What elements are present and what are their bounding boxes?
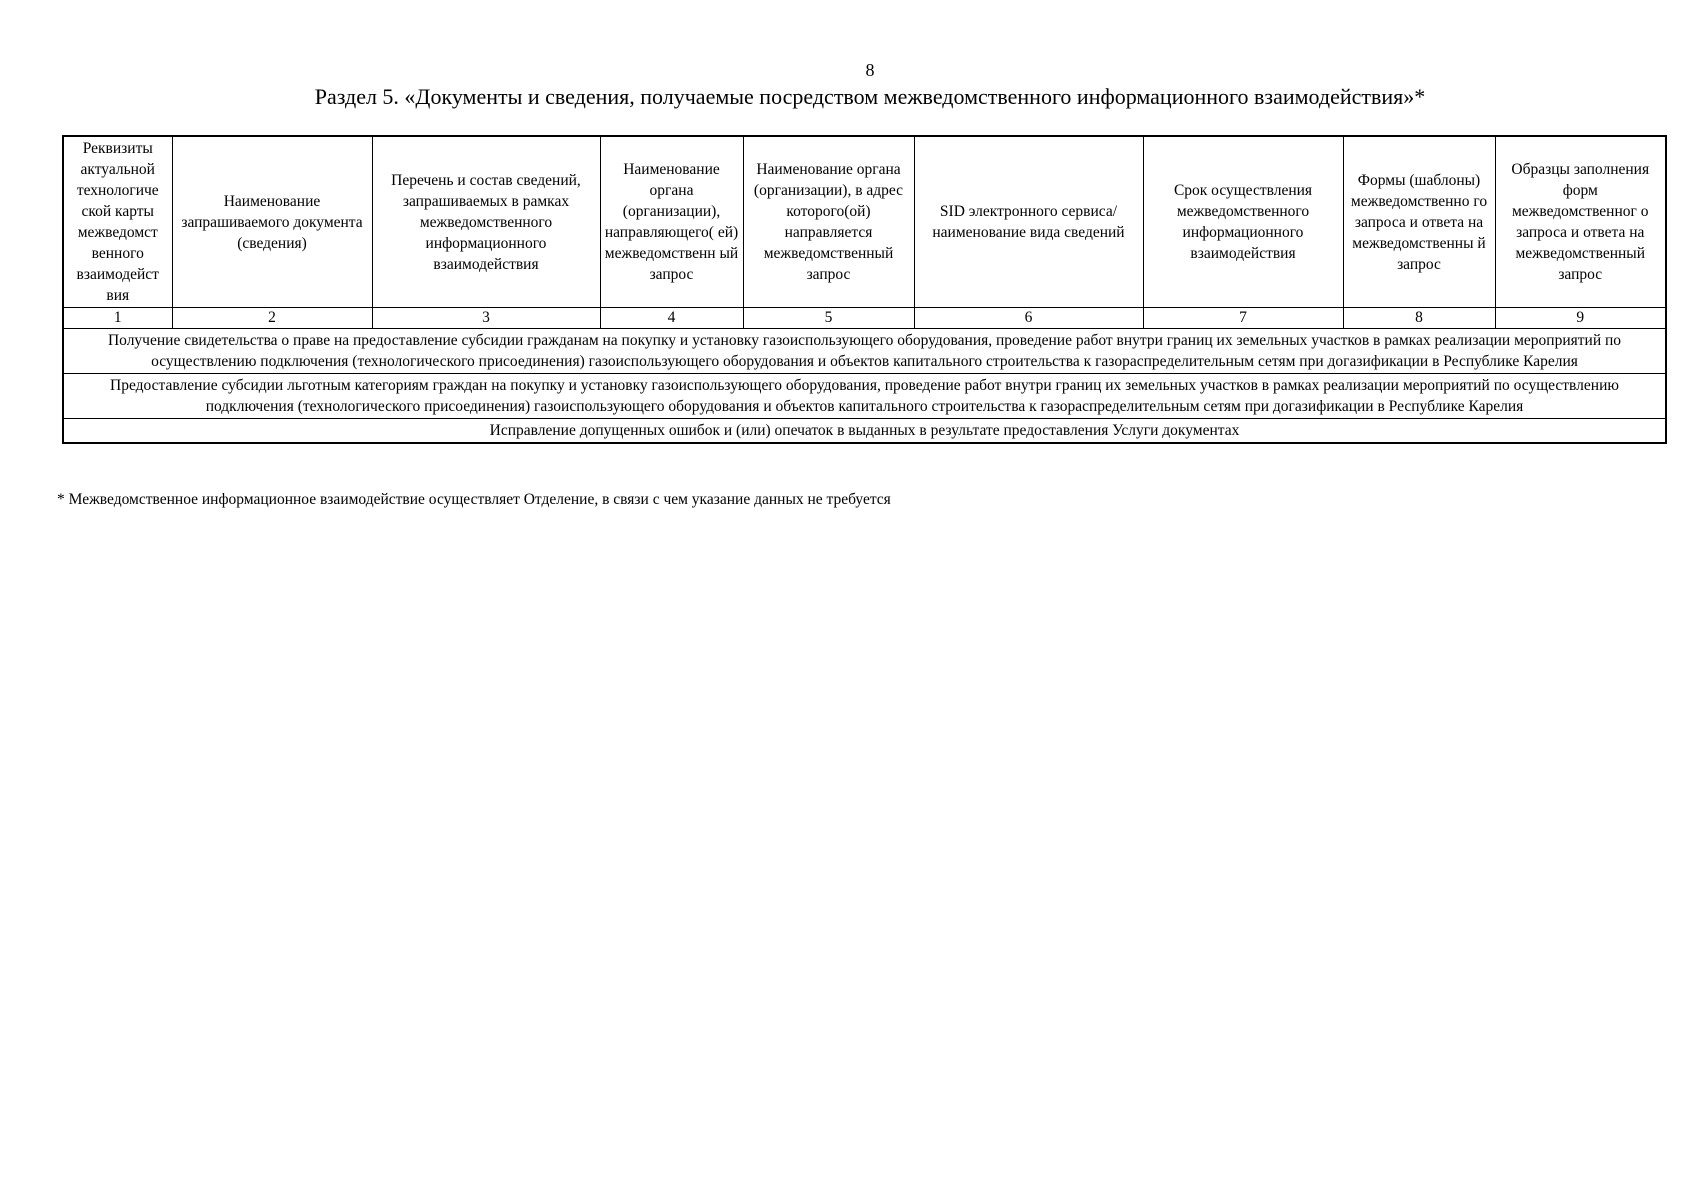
section-row-certificate: Получение свидетельства о праве на предоставление субсидии гражданам на покупку и установку газоиспользующего оборудования, проведение работ внутри границ их земельных участков в рамках реализации мероприятий по осуществлению подключения (технологического присоединения) газоиспользующего оборудования и объектов капитального строительства к газораспределительным сетям при догазификации в Республике Карелия: [63, 329, 1666, 374]
header-cell-term: Срок осуществления межведомственного информационного взаимодействия: [1143, 136, 1343, 308]
header-cell-document-name: Наименование запрашиваемого документа (сведения): [172, 136, 372, 308]
header-cell-sid: SID электронного сервиса/ наименование вида сведений: [914, 136, 1143, 308]
column-number: 2: [172, 308, 372, 329]
column-number: 8: [1343, 308, 1495, 329]
table-section-row: [63, 329, 1666, 374]
column-number: 6: [914, 308, 1143, 329]
section-title: Раздел 5. «Документы и сведения, получаемые посредством межведомственного информационного взаимодействия»*: [314, 84, 1426, 109]
header-cell-receiving-body: Наименование органа (организации), в адрес которого(ой) направляется межведомственный запрос: [743, 136, 914, 308]
section-row-subsidy: Предоставление субсидии льготным категориям граждан на покупку и установку газоиспользующего оборудования, проведение работ внутри границ их земельных участков в рамках реализации мероприятий по осуществлению подключения (технологического присоединения) газоиспользующего оборудования и объектов капитального строительства к газораспределительным сетям при догазификации в Республике Карелия: [63, 374, 1666, 419]
table-section-row: [63, 374, 1666, 419]
section-row-corrections: Исправление допущенных ошибок и (или) опечаток в выданных в результате предоставления Услуги документах: [63, 419, 1666, 444]
column-number-row: [63, 308, 1666, 329]
header-cell-requesting-body: Наименование органа (организации), направляющего( ей) межведомственн ый запрос: [600, 136, 743, 308]
footnote: * Межведомственное информационное взаимодействие осуществляет Отделение, в связи с чем указание данных не требуется: [57, 491, 891, 508]
column-number: 4: [600, 308, 743, 329]
column-number: 1: [63, 308, 172, 329]
page-number: 8: [865, 60, 875, 80]
column-number: 7: [1143, 308, 1343, 329]
column-number: 5: [743, 308, 914, 329]
interagency-documents-table: [62, 135, 1667, 444]
header-cell-requisites: Реквизиты актуальной технологиче ской карты межведомст венного взаимодейст вия: [63, 136, 172, 308]
column-number: 3: [372, 308, 600, 329]
header-cell-forms: Формы (шаблоны) межведомственно го запроса и ответа на межведомственны й запрос: [1343, 136, 1495, 308]
header-cell-samples: Образцы заполнения форм межведомственног о запроса и ответа на межведомственный запрос: [1495, 136, 1666, 308]
table-section-row: [63, 419, 1666, 444]
header-cell-info-list: Перечень и состав сведений, запрашиваемых в рамках межведомственного информационного взаимодействия: [372, 136, 600, 308]
column-number: 9: [1495, 308, 1666, 329]
table-header-row: [63, 136, 1666, 308]
